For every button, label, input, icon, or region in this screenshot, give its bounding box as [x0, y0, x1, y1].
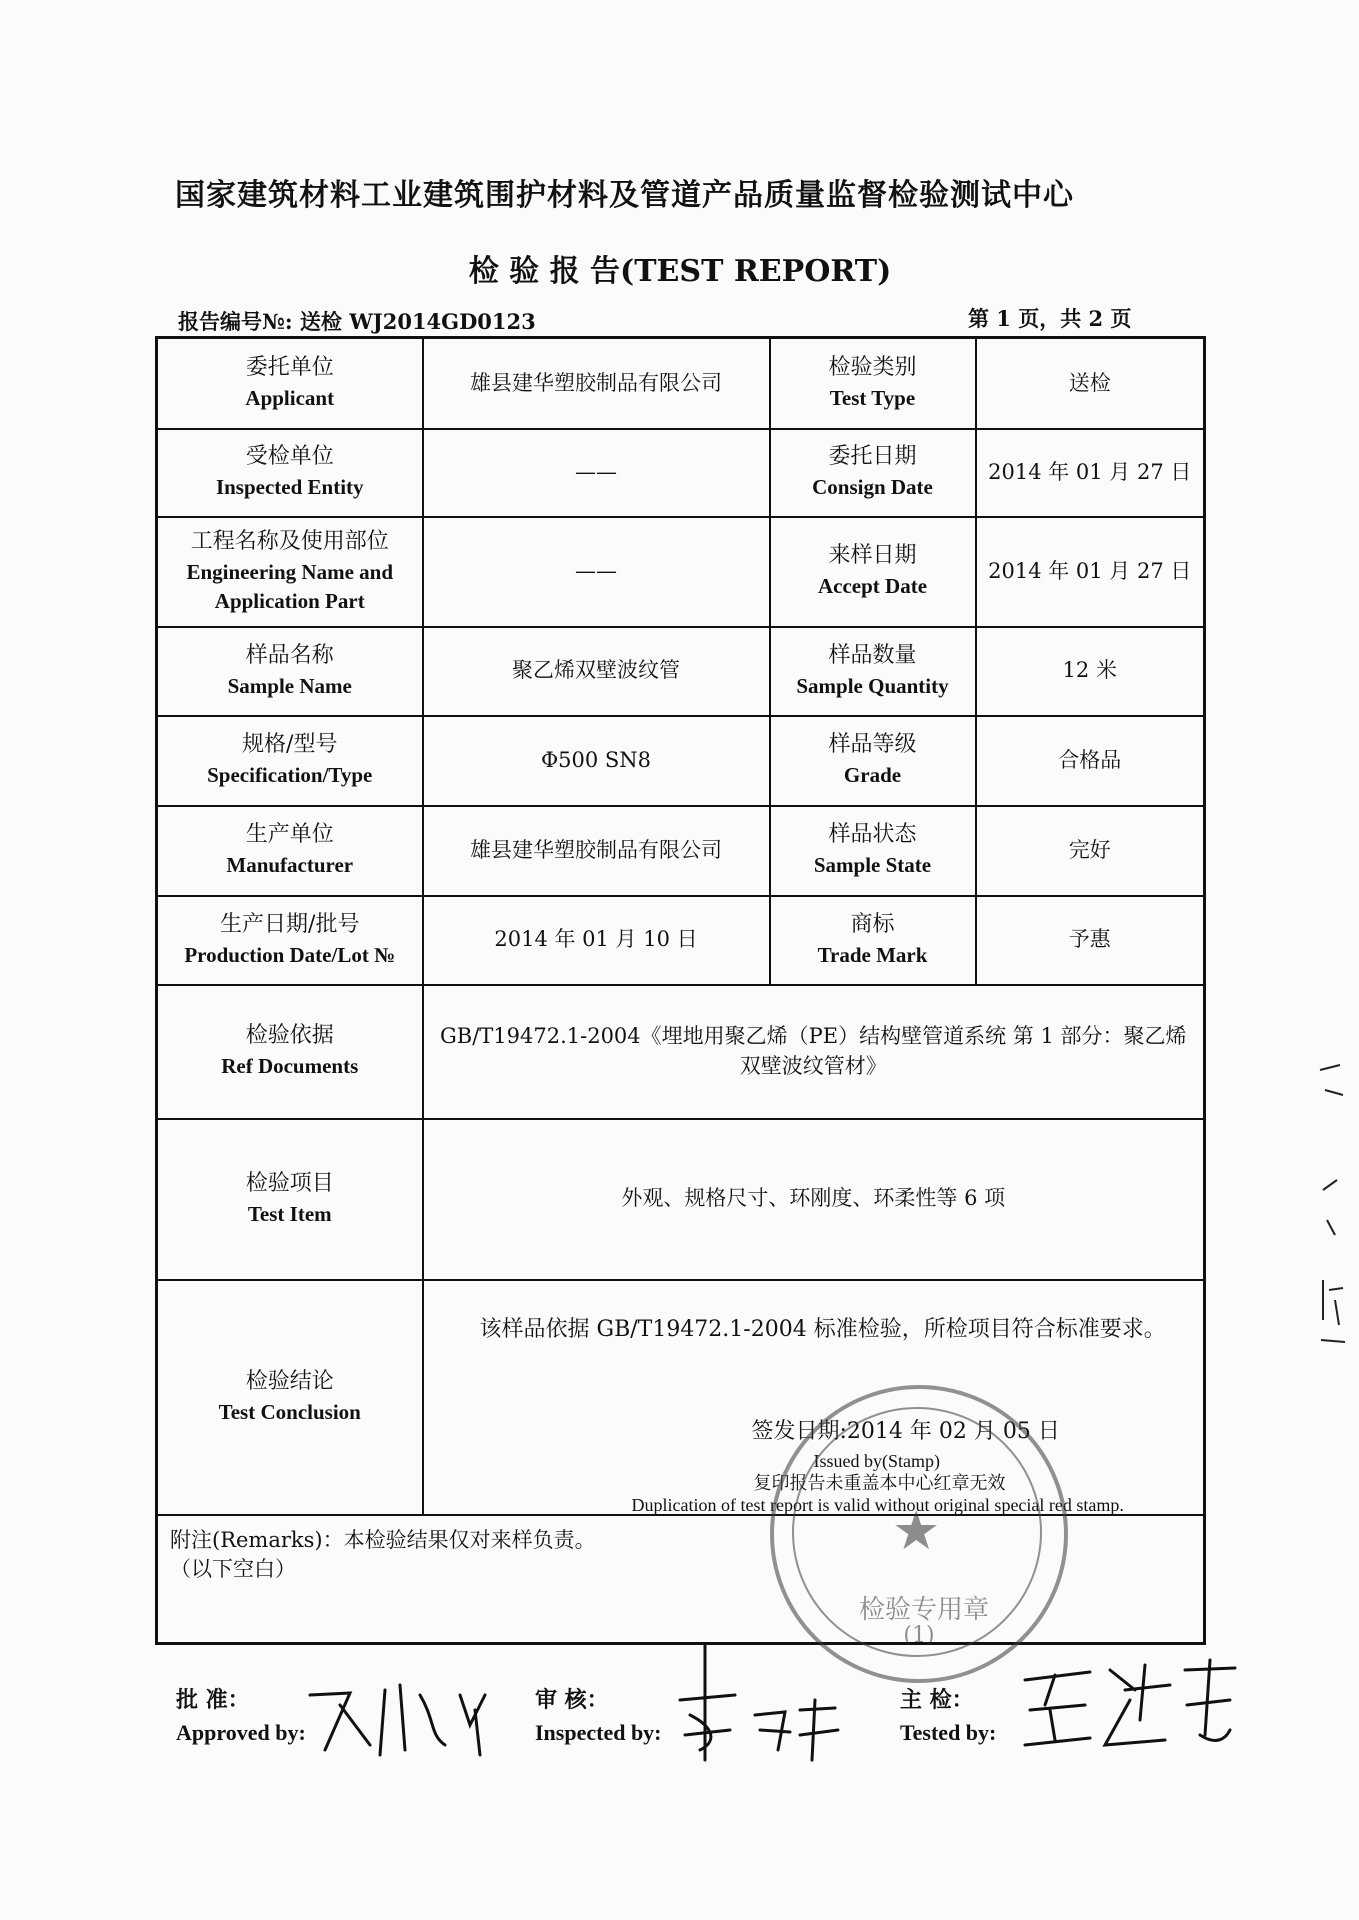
issue-date: 签发日期:2014 年 02 月 05 日 [751, 1418, 1060, 1444]
conclusion-label-cn: 检验结论 [245, 1368, 334, 1394]
approved-by-cn: 批 准： [176, 1687, 250, 1713]
duplication-note-en: Duplication of test report is valid without original special red stamp. [631, 1494, 1124, 1515]
applicant-label-cn: 委托单位 [245, 355, 334, 381]
tested-by-en: Tested by: [900, 1719, 997, 1745]
accept-date-label-en: Accept Date [817, 574, 928, 599]
approved-by-en: Approved by: [176, 1719, 306, 1745]
tested-by-label [900, 1685, 996, 1749]
margin-scan-marks [1315, 1050, 1355, 1350]
report-number: 报告编号№: 送检 WJ2014GD0123 [178, 309, 536, 334]
page-number: 第 1 页，共 2 页 [968, 306, 1132, 331]
test-item-value: 外观、规格尺寸、环刚度、环柔性等 6 项 [423, 1119, 1205, 1280]
test-item-label-cn: 检验项目 [245, 1170, 334, 1196]
sample-quantity-label-en: Sample Quantity [796, 673, 949, 698]
remarks-blank-note: （以下空白） [170, 1556, 296, 1581]
manufacturer-value: 雄县建华塑胶制品有限公司 [423, 806, 770, 896]
ref-documents-label-en: Ref Documents [221, 1054, 359, 1079]
sample-name-label-cn: 样品名称 [245, 642, 334, 668]
approved-by-label [176, 1685, 306, 1749]
sample-state-label-en: Sample State [813, 853, 932, 878]
applicant-label-en: Applicant [245, 385, 335, 410]
test-item-label-en: Test Item [247, 1201, 332, 1226]
accept-date-value: 2014 年 01 月 27 日 [976, 517, 1205, 627]
stamp-seal-text: 检验专用章 [858, 1595, 989, 1625]
remarks-line: 附注(Remarks)：本检验结果仅对来样负责。 [170, 1527, 596, 1552]
sample-name-value: 聚乙烯双壁波纹管 [423, 627, 770, 716]
table-row [157, 896, 1205, 985]
conclusion-text: 该样品依据 GB/T19472.1-2004 标准检验，所检项目符合标准要求。 [479, 1316, 1166, 1342]
production-date-label-cn: 生产日期/批号 [220, 911, 360, 937]
trade-mark-value: 予惠 [976, 896, 1205, 985]
test-type-value: 送检 [976, 338, 1205, 429]
sample-state-label-cn: 样品状态 [828, 822, 917, 848]
table-row [157, 985, 1205, 1119]
table-row [157, 627, 1205, 716]
sample-name-label-en: Sample Name [227, 673, 352, 698]
consign-date-label-cn: 委托日期 [828, 444, 917, 470]
org-title: 国家建筑材料工业建筑围护材料及管道产品质量监督检验测试中心 [175, 178, 1074, 213]
production-date-label-en: Production Date/Lot № [184, 942, 396, 967]
stamp-seal-number: (1) [903, 1623, 935, 1648]
inspected-entity-label-en: Inspected Entity [215, 475, 364, 500]
consign-date-value: 2014 年 01 月 27 日 [976, 429, 1205, 517]
engineering-name-value: —— [423, 517, 770, 627]
test-type-label-cn: 检验类别 [828, 355, 917, 381]
grade-value: 合格品 [976, 716, 1205, 806]
conclusion-label-en: Test Conclusion [218, 1399, 361, 1424]
engineering-name-label-cn: 工程名称及使用部位 [190, 528, 389, 554]
inspected-signature [660, 1640, 850, 1770]
specification-label-en: Specification/Type [207, 763, 373, 788]
grade-label-en: Grade [843, 763, 902, 788]
specification-value: Φ500 SN8 [423, 716, 770, 806]
test-type-label-en: Test Type [829, 385, 916, 410]
tested-signature [1015, 1650, 1245, 1760]
table-row [157, 1119, 1205, 1280]
grade-label-cn: 样品等级 [828, 732, 917, 758]
issued-by: Issued by(Stamp) [813, 1450, 940, 1471]
consign-date-label-en: Consign Date [812, 475, 933, 500]
report-table [155, 336, 1206, 1645]
table-row [157, 429, 1205, 517]
official-stamp [770, 1385, 1068, 1683]
specification-label-cn: 规格/型号 [242, 732, 338, 758]
trade-mark-label-en: Trade Mark [817, 942, 928, 967]
ref-documents-value: GB/T19472.1-2004《埋地用聚乙烯（PE）结构壁管道系统 第 1 部分：聚乙烯双壁波纹管材》 [439, 1024, 1187, 1078]
inspected-by-label [535, 1685, 662, 1749]
ref-documents-label-cn: 检验依据 [245, 1023, 334, 1049]
applicant-value: 雄县建华塑胶制品有限公司 [423, 338, 770, 429]
sample-quantity-label-cn: 样品数量 [828, 642, 917, 668]
stamp-star-icon: ★ [892, 1499, 941, 1562]
approved-signature [300, 1665, 510, 1765]
trade-mark-label-cn: 商标 [850, 911, 895, 937]
tested-by-cn: 主 检： [900, 1687, 974, 1713]
inspected-by-cn: 审 核： [535, 1687, 609, 1713]
inspected-entity-value: —— [423, 429, 770, 517]
inspected-entity-label-cn: 受检单位 [245, 444, 334, 470]
inspected-by-en: Inspected by: [535, 1719, 662, 1745]
table-row [157, 806, 1205, 896]
table-row [157, 716, 1205, 806]
table-row [157, 517, 1205, 627]
accept-date-label-cn: 来样日期 [828, 543, 917, 569]
sample-state-value: 完好 [976, 806, 1205, 896]
production-date-value: 2014 年 01 月 10 日 [423, 896, 770, 985]
duplication-note-cn: 复印报告未重盖本中心红章无效 [753, 1472, 1006, 1494]
sample-quantity-value: 12 米 [976, 627, 1205, 716]
manufacturer-label-cn: 生产单位 [245, 822, 334, 848]
report-title: 检 验 报 告(TEST REPORT) [468, 254, 892, 289]
table-row [157, 338, 1205, 429]
manufacturer-label-en: Manufacturer [226, 853, 354, 878]
engineering-name-label-en: Engineering Name and Application Part [186, 559, 393, 613]
